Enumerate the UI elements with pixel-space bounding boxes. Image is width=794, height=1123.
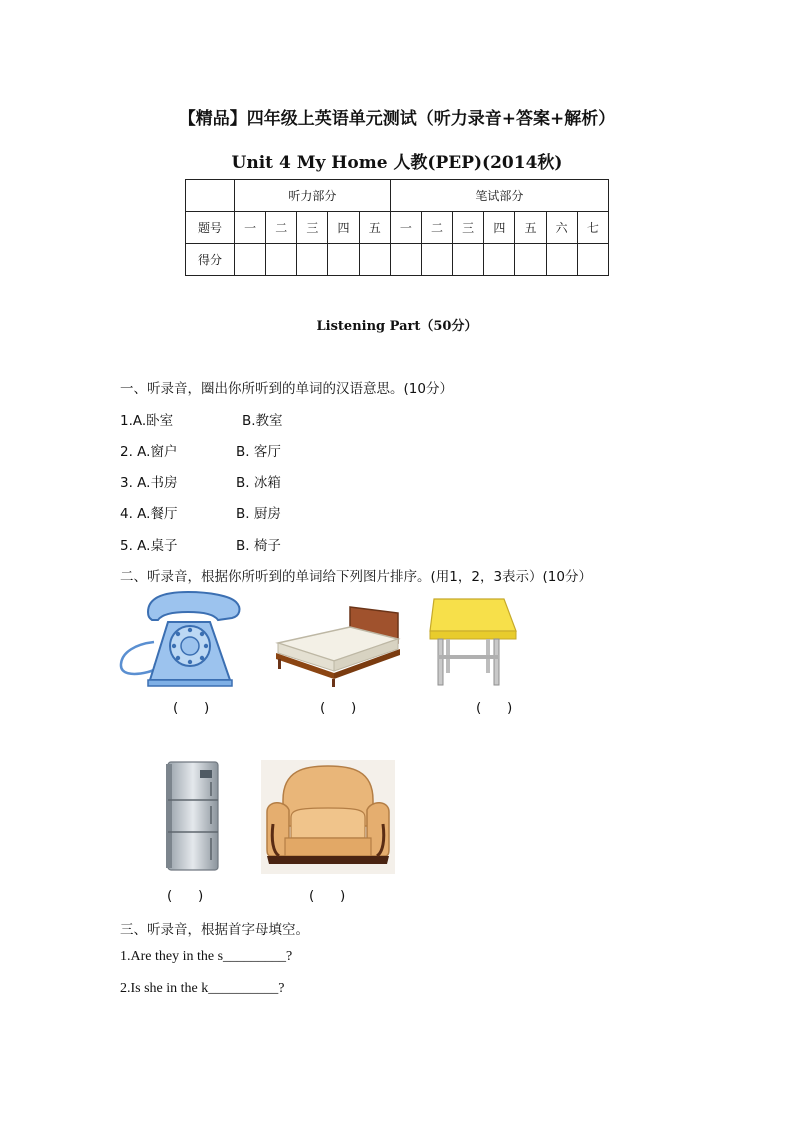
q2-answer-blank-5[interactable]: ( ): [309, 888, 346, 904]
writing-num: 四: [484, 212, 515, 244]
q1-item-3-b: B. 冰箱: [236, 475, 281, 491]
writing-num: 二: [421, 212, 452, 244]
score-cell[interactable]: [328, 244, 359, 276]
fridge-picture: [160, 760, 226, 874]
listening-part-title: Listening Part（50分）: [316, 319, 478, 334]
writing-num: 五: [515, 212, 546, 244]
document-title: 【精品】四年级上英语单元测试（听力录音+答案+解析）: [178, 109, 616, 129]
q2-answer-blank-3[interactable]: ( ): [476, 700, 513, 716]
writing-header: 笔试部分: [390, 180, 608, 212]
score-cell[interactable]: [546, 244, 577, 276]
score-table-header-row: [186, 180, 609, 212]
q1-item-2-a: 2. A.窗户: [120, 444, 178, 460]
q1-item-3-a: 3. A.书房: [120, 475, 178, 491]
q1-item-5-b: B. 椅子: [236, 538, 281, 554]
q2-heading: 二、听录音，根据你所听到的单词给下列图片排序。(用1，2，3表示）(10分）: [120, 569, 592, 585]
q1-item-4-a: 4. A.餐厅: [120, 506, 178, 522]
score-cell[interactable]: [577, 244, 608, 276]
listening-header: 听力部分: [235, 180, 391, 212]
q1-item-1-a: 1.A.卧室: [120, 413, 174, 429]
q1-item-4-b: B. 厨房: [236, 506, 281, 522]
writing-num: 七: [577, 212, 608, 244]
listening-num: 四: [328, 212, 359, 244]
q1-item-5-a: 5. A.桌子: [120, 538, 178, 554]
score-cell[interactable]: [266, 244, 297, 276]
q1-item-1-b: B.教室: [242, 413, 283, 429]
score-cell[interactable]: [421, 244, 452, 276]
document-subtitle: Unit 4 My Home 人教(PEP)(2014秋): [231, 153, 563, 173]
listening-num: 五: [359, 212, 390, 244]
bed-picture: [272, 603, 404, 689]
score-cell[interactable]: [390, 244, 421, 276]
q1-item-2-b: B. 客厅: [236, 444, 281, 460]
q3-heading: 三、听录音，根据首字母填空。: [120, 922, 309, 938]
writing-num: 一: [390, 212, 421, 244]
score-cell[interactable]: [515, 244, 546, 276]
q1-heading: 一、听录音，圈出你所听到的单词的汉语意思。(10分）: [120, 381, 453, 397]
score-cell[interactable]: [484, 244, 515, 276]
score-table-number-row: [186, 212, 609, 244]
telephone-picture: [118, 590, 254, 692]
listening-num: 一: [235, 212, 266, 244]
listening-num: 三: [297, 212, 328, 244]
q2-answer-blank-2[interactable]: ( ): [320, 700, 357, 716]
q3-item-2[interactable]: 2.Is she in the k__________?: [120, 981, 285, 996]
q2-answer-blank-4[interactable]: ( ): [167, 888, 204, 904]
score-table: [185, 179, 609, 276]
number-row-label: 题号: [186, 212, 235, 244]
listening-num: 二: [266, 212, 297, 244]
score-table-score-row: [186, 244, 609, 276]
score-cell[interactable]: [453, 244, 484, 276]
writing-num: 三: [453, 212, 484, 244]
q2-answer-blank-1[interactable]: ( ): [173, 700, 210, 716]
score-table-corner: [186, 180, 235, 212]
score-cell[interactable]: [297, 244, 328, 276]
sofa-picture: [261, 760, 395, 874]
score-cell[interactable]: [235, 244, 266, 276]
writing-num: 六: [546, 212, 577, 244]
table-picture: [424, 597, 544, 689]
score-row-label: 得分: [186, 244, 235, 276]
q3-item-1[interactable]: 1.Are they in the s_________?: [120, 949, 293, 964]
score-cell[interactable]: [359, 244, 390, 276]
